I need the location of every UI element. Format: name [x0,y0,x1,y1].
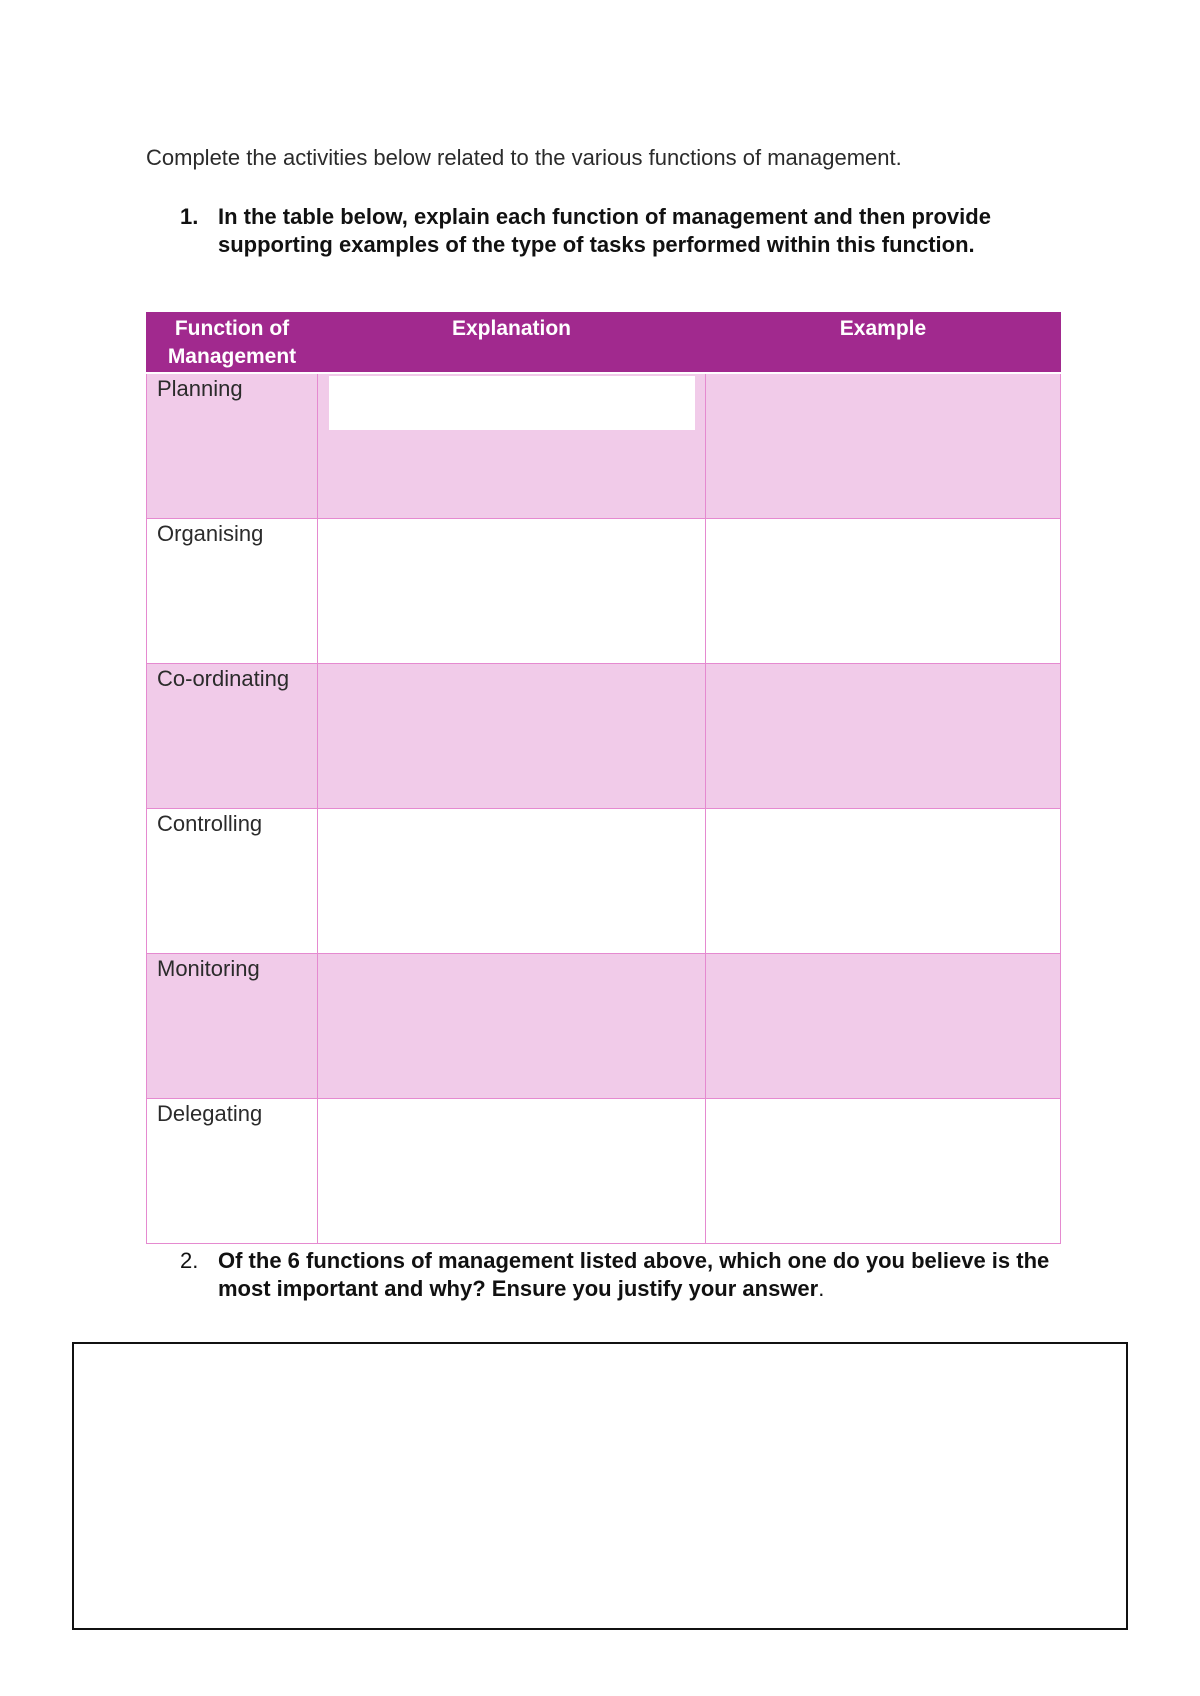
question-2-number: 2. [180,1248,199,1273]
explanation-cell[interactable] [318,664,706,809]
question-2 [180,1247,1060,1303]
explanation-cell[interactable] [318,373,706,519]
header-explanation: Explanation [318,313,706,374]
question-2-body: Of the 6 functions of management listed above, which one do you believe is the most important and why? Ensure you justify your answer [218,1248,1050,1301]
table-row [147,954,1061,1099]
example-cell[interactable] [706,664,1061,809]
function-name-cell: Planning [147,373,318,519]
header-function: Function of Management [147,313,318,374]
header-example: Example [706,313,1061,374]
highlight-patch [329,376,695,430]
example-cell[interactable] [706,1099,1061,1244]
table-row [147,809,1061,954]
example-cell[interactable] [706,373,1061,519]
example-cell[interactable] [706,519,1061,664]
question-2-period: . [818,1276,825,1301]
function-name-cell: Delegating [147,1099,318,1244]
explanation-cell[interactable] [318,1099,706,1244]
explanation-cell[interactable] [318,519,706,664]
table-header-row [147,313,1061,374]
table-row [147,1099,1061,1244]
table-row [147,519,1061,664]
question-1 [180,203,1060,259]
explanation-cell[interactable] [318,954,706,1099]
example-cell[interactable] [706,809,1061,954]
functions-table [146,312,1061,1244]
question-1-text: In the table below, explain each function of management and then provide supporting examples of the type of tasks performed within this function. [218,204,991,257]
example-cell[interactable] [706,954,1061,1099]
function-name-cell: Co-ordinating [147,664,318,809]
function-name-cell: Controlling [147,809,318,954]
question-2-text [218,1247,1060,1303]
answer-box[interactable] [72,1342,1128,1630]
table-row [147,373,1061,519]
table-row [147,664,1061,809]
function-name-cell: Organising [147,519,318,664]
question-1-number: 1. [180,204,199,229]
explanation-cell[interactable] [318,809,706,954]
intro-text: Complete the activities below related to the various functions of management. [146,145,902,170]
function-name-cell: Monitoring [147,954,318,1099]
